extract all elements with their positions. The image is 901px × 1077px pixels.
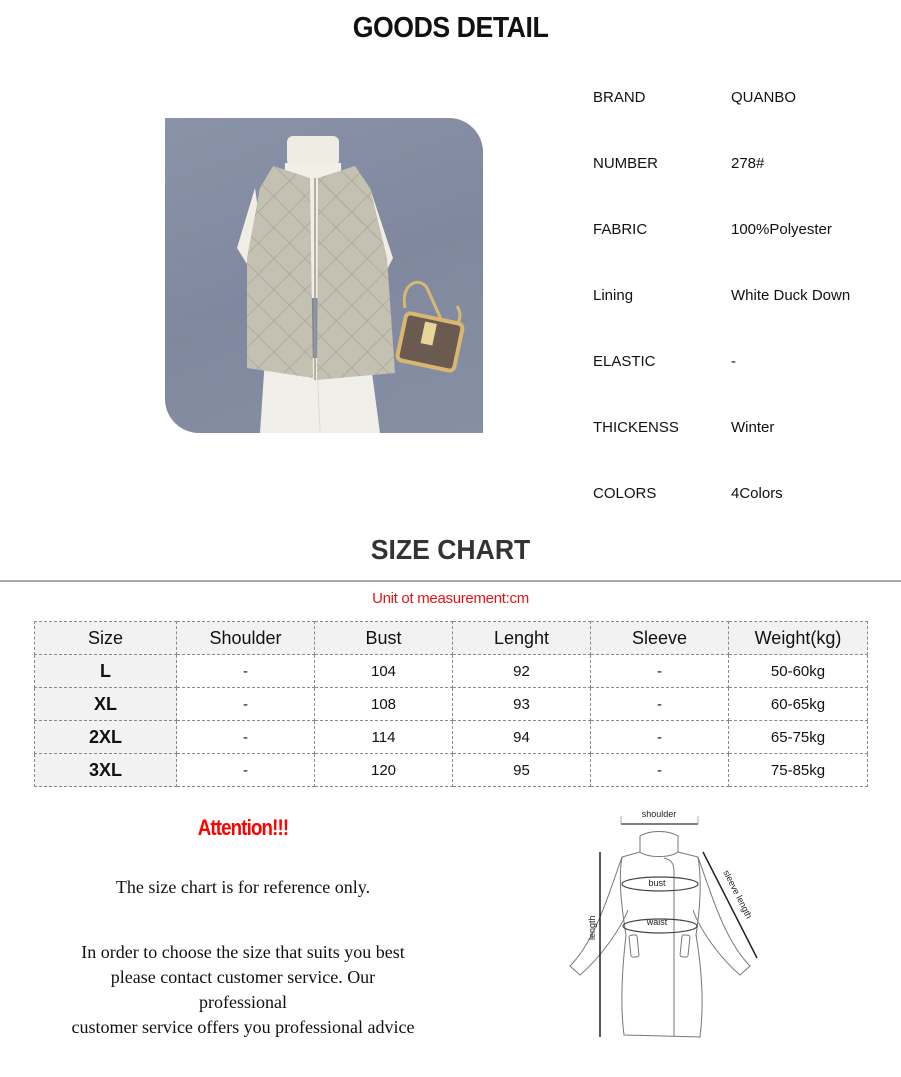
bust-cell: 120 <box>315 754 453 787</box>
bust-cell: 114 <box>315 721 453 754</box>
advice-line: professional <box>199 992 287 1012</box>
table-row <box>35 754 868 787</box>
size-cell: 3XL <box>35 754 177 787</box>
sleeve-cell: - <box>591 754 729 787</box>
contact-advice-note <box>30 940 456 1040</box>
sleeve-length-label: sleeve length <box>721 868 755 921</box>
unit-note: Unit ot measurement:cm <box>372 590 529 607</box>
weight-cell: 50-60kg <box>729 655 868 688</box>
spec-label: FABRIC <box>593 220 648 238</box>
column-header-sleeve: Sleeve <box>591 622 729 655</box>
bust-cell: 104 <box>315 655 453 688</box>
shoulder-label: shoulder <box>641 809 677 819</box>
column-header-bust: Bust <box>315 622 453 655</box>
length-label: length <box>587 915 597 940</box>
column-header-shoulder: Shoulder <box>177 622 315 655</box>
spec-row-thickness <box>593 394 883 460</box>
spec-value: 100%Polyester <box>731 220 832 238</box>
shoulder-cell: - <box>177 688 315 721</box>
shoulder-cell: - <box>177 655 315 688</box>
reference-note: The size chart is for reference only. <box>115 877 371 897</box>
table-row <box>35 655 868 688</box>
column-header-size: Size <box>35 622 177 655</box>
spec-label: BRAND <box>593 88 646 106</box>
shoulder-cell: - <box>177 721 315 754</box>
weight-cell: 75-85kg <box>729 754 868 787</box>
spec-label: COLORS <box>593 484 657 502</box>
size-chart-title: SIZE CHART <box>370 534 531 565</box>
product-photo <box>165 118 483 433</box>
sleeve-cell: - <box>591 721 729 754</box>
sleeve-cell: - <box>591 655 729 688</box>
table-row <box>35 721 868 754</box>
shoulder-cell: - <box>177 754 315 787</box>
length-cell: 93 <box>453 688 591 721</box>
spec-row-lining <box>593 262 883 328</box>
size-table <box>34 621 868 787</box>
waist-label: waist <box>646 917 668 927</box>
product-illustration <box>165 118 483 433</box>
weight-cell: 60-65kg <box>729 688 868 721</box>
bust-cell: 108 <box>315 688 453 721</box>
spec-value: Winter <box>731 418 775 436</box>
spec-row-elastic <box>593 328 883 394</box>
spec-row-colors <box>593 460 883 526</box>
length-cell: 92 <box>453 655 591 688</box>
advice-line: customer service offers you professional advice <box>71 1017 415 1037</box>
advice-line: please contact customer service. Our <box>110 967 376 987</box>
spec-value: QUANBO <box>731 88 797 106</box>
bust-label: bust <box>648 878 666 888</box>
spec-value: White Duck Down <box>731 286 851 304</box>
size-cell: XL <box>35 688 177 721</box>
size-cell: L <box>35 655 177 688</box>
spec-row-number <box>593 130 883 196</box>
spec-row-brand <box>593 64 883 130</box>
spec-label: THICKENSS <box>593 418 679 436</box>
table-header-row <box>35 622 868 655</box>
spec-value: - <box>731 352 736 370</box>
column-header-length: Lenght <box>453 622 591 655</box>
spec-label: ELASTIC <box>593 352 656 370</box>
length-cell: 95 <box>453 754 591 787</box>
section-divider <box>0 580 901 582</box>
weight-cell: 65-75kg <box>729 721 868 754</box>
sleeve-cell: - <box>591 688 729 721</box>
spec-label: Lining <box>593 286 634 304</box>
measurement-diagram <box>560 800 775 1045</box>
advice-line: In order to choose the size that suits you best <box>81 942 405 962</box>
size-cell: 2XL <box>35 721 177 754</box>
spec-value: 278# <box>731 154 765 172</box>
goods-detail-title: GOODS DETAIL <box>352 12 549 44</box>
length-cell: 94 <box>453 721 591 754</box>
table-row <box>35 688 868 721</box>
attention-heading: Attention!!! <box>197 815 289 840</box>
spec-value: 4Colors <box>731 484 783 502</box>
spec-row-fabric <box>593 196 883 262</box>
column-header-weight: Weight(kg) <box>729 622 868 655</box>
spec-label: NUMBER <box>593 154 659 172</box>
